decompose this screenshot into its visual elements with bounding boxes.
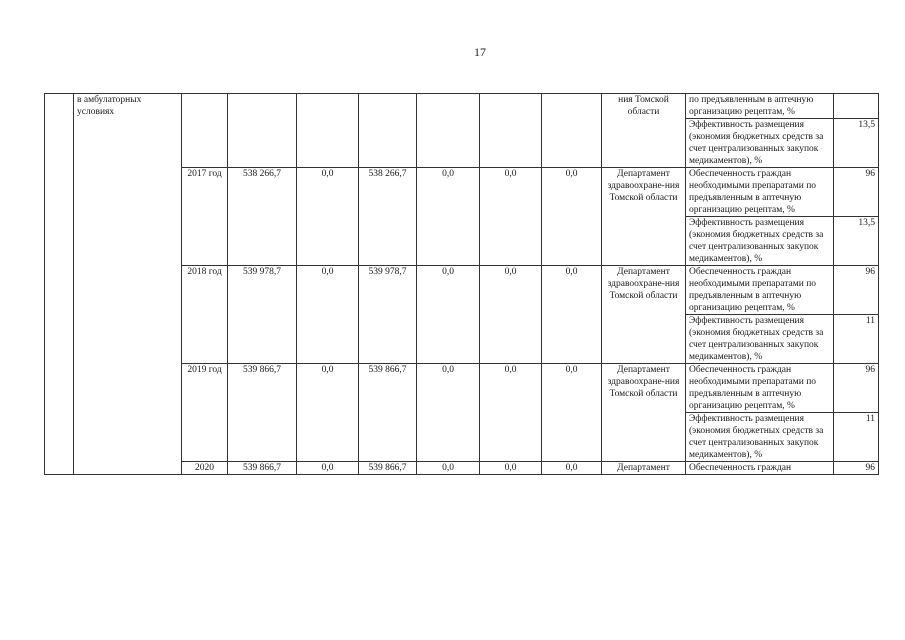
indicator-value-cell: 13,5 xyxy=(834,119,879,168)
other2-cell: 0,0 xyxy=(542,462,602,475)
federal-cell: 0,0 xyxy=(297,168,359,266)
total-cell: 538 266,7 xyxy=(228,168,297,266)
total-cell: 539 978,7 xyxy=(228,266,297,364)
year-cell xyxy=(182,94,228,168)
indicator-value-cell: 96 xyxy=(834,462,879,475)
number-cell xyxy=(45,94,74,475)
local-cell xyxy=(417,94,480,168)
indicator-value-cell: 11 xyxy=(834,413,879,462)
regional-cell: 538 266,7 xyxy=(359,168,417,266)
other1-cell: 0,0 xyxy=(480,364,542,462)
other1-cell: 0,0 xyxy=(480,168,542,266)
executor-cell: Департамент xyxy=(602,462,686,475)
indicator-value-cell: 96 xyxy=(834,364,879,413)
indicator-cell: Эффективность размещения (экономия бюджетных средств за счет централизованных закупок медикаментов), % xyxy=(686,315,834,364)
regional-cell: 539 978,7 xyxy=(359,266,417,364)
indicator-value-cell: 96 xyxy=(834,266,879,315)
year-cell: 2018 год xyxy=(182,266,228,364)
table-row xyxy=(45,94,879,119)
other2-cell: 0,0 xyxy=(542,364,602,462)
indicator-cell: по предъявленным в аптечную организацию рецептам, % xyxy=(686,94,834,119)
total-cell: 539 866,7 xyxy=(228,462,297,475)
total-cell: 539 866,7 xyxy=(228,364,297,462)
indicator-cell: Эффективность размещения (экономия бюджетных средств за счет централизованных закупок медикаментов), % xyxy=(686,119,834,168)
measure-name-cell: в амбулаторных условиях xyxy=(74,94,182,475)
executor-cell: ния Томской области xyxy=(602,94,686,168)
year-cell: 2020 xyxy=(182,462,228,475)
other2-cell: 0,0 xyxy=(542,266,602,364)
indicator-value-cell: 13,5 xyxy=(834,217,879,266)
other1-cell xyxy=(480,94,542,168)
executor-cell: Департамент здравоохране-ния Томской области xyxy=(602,364,686,462)
federal-cell: 0,0 xyxy=(297,266,359,364)
indicator-cell: Обеспеченность граждан необходимыми препаратами по предъявленным в аптечную организацию рецептам, % xyxy=(686,364,834,413)
indicator-value-cell: 96 xyxy=(834,168,879,217)
regional-cell: 539 866,7 xyxy=(359,462,417,475)
other1-cell: 0,0 xyxy=(480,266,542,364)
regional-cell: 539 866,7 xyxy=(359,364,417,462)
local-cell: 0,0 xyxy=(417,168,480,266)
other1-cell: 0,0 xyxy=(480,462,542,475)
indicator-cell: Обеспеченность граждан xyxy=(686,462,834,475)
year-cell: 2017 год xyxy=(182,168,228,266)
indicator-cell: Эффективность размещения (экономия бюджетных средств за счет централизованных закупок медикаментов), % xyxy=(686,413,834,462)
other2-cell xyxy=(542,94,602,168)
program-table xyxy=(44,93,879,475)
indicator-cell: Обеспеченность граждан необходимыми препаратами по предъявленным в аптечную организацию рецептам, % xyxy=(686,168,834,217)
indicator-value-cell xyxy=(834,94,879,119)
indicator-cell: Обеспеченность граждан необходимыми препаратами по предъявленным в аптечную организацию рецептам, % xyxy=(686,266,834,315)
page-number: 17 xyxy=(474,45,486,59)
regional-cell xyxy=(359,94,417,168)
federal-cell: 0,0 xyxy=(297,364,359,462)
local-cell: 0,0 xyxy=(417,462,480,475)
federal-cell: 0,0 xyxy=(297,462,359,475)
total-cell xyxy=(228,94,297,168)
executor-cell: Департамент здравоохране-ния Томской области xyxy=(602,168,686,266)
executor-cell: Департамент здравоохране-ния Томской области xyxy=(602,266,686,364)
indicator-cell: Эффективность размещения (экономия бюджетных средств за счет централизованных закупок медикаментов), % xyxy=(686,217,834,266)
year-cell: 2019 год xyxy=(182,364,228,462)
local-cell: 0,0 xyxy=(417,364,480,462)
local-cell: 0,0 xyxy=(417,266,480,364)
other2-cell: 0,0 xyxy=(542,168,602,266)
indicator-value-cell: 11 xyxy=(834,315,879,364)
federal-cell xyxy=(297,94,359,168)
